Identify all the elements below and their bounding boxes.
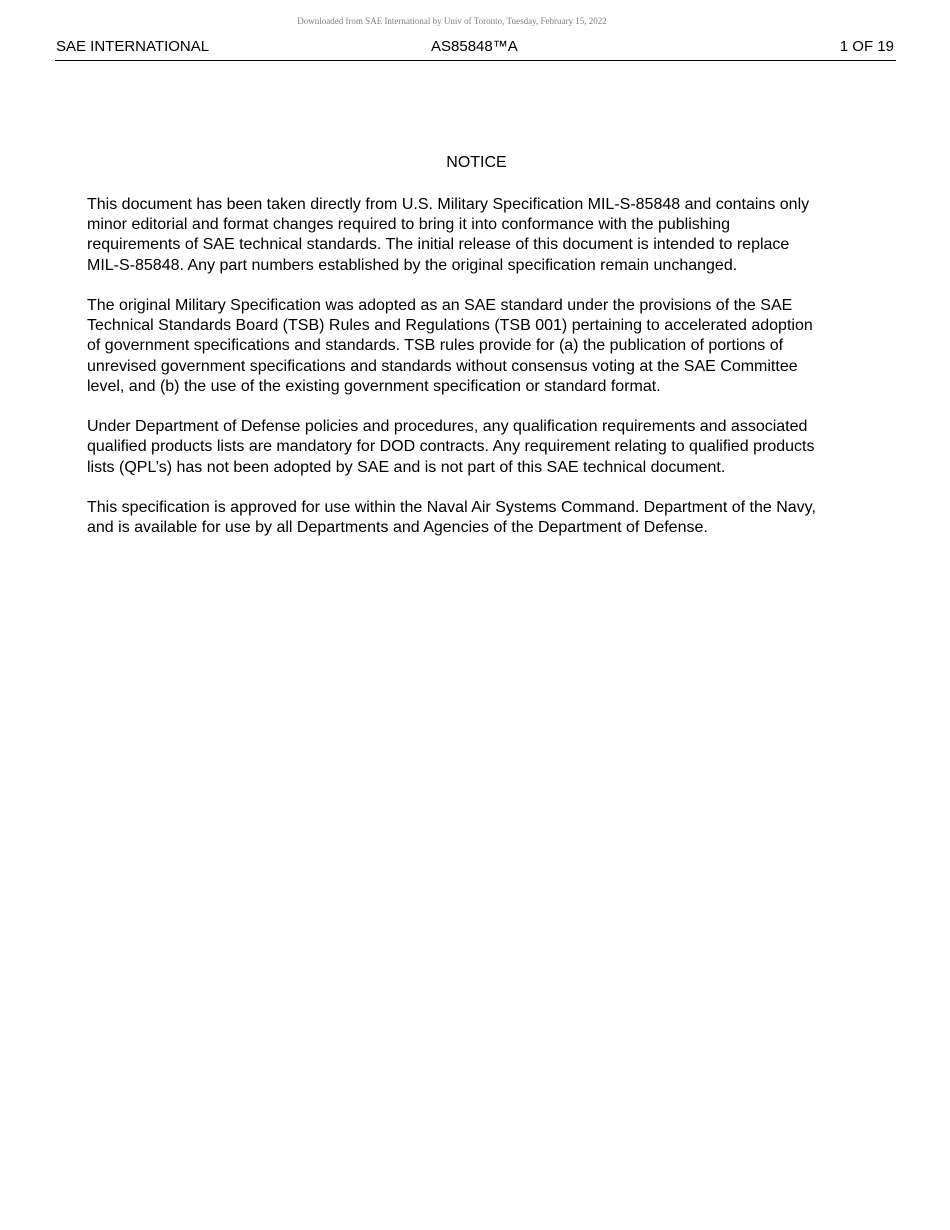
notice-paragraph: This specification is approved for use within the Naval Air Systems Command. Department of the Navy, and is available for use by all Departments and Agencies of the Department of Defense. xyxy=(87,499,816,537)
publisher-name: SAE INTERNATIONAL xyxy=(56,38,210,55)
document-number: AS85848™A xyxy=(431,38,518,55)
notice-title: NOTICE xyxy=(446,154,507,171)
notice-paragraph: This document has been taken directly from U.S. Military Specification MIL-S-85848 and contains only minor editorial and format changes required to bring it into conformance with the publishing requirements of SAE technical standards. The initial release of this document is intended to replace MIL-S-85848. Any part numbers established by the original specification remain unchanged. xyxy=(87,196,810,274)
page-header xyxy=(55,38,896,61)
notice-body xyxy=(87,195,877,559)
page-indicator: 1 OF 19 xyxy=(839,38,894,55)
notice-paragraph: The original Military Specification was adopted as an SAE standard under the provisions of the SAE Technical Standards Board (TSB) Rules and Regulations (TSB 001) pertaining to accelerated adoption of government specifications and standards. TSB rules provide for (a) the publication of portions of unrevised government specifications and standards without consensus voting at the SAE Committee level, and (b) the use of the existing government specification or standard format. xyxy=(87,297,813,395)
notice-paragraph: Under Department of Defense policies and procedures, any qualification requirements and associated qualified products lists are mandatory for DOD contracts. Any requirement relating to qualified products lists (QPL’s) has not been adopted by SAE and is not part of this SAE technical document. xyxy=(87,418,815,476)
download-watermark: Downloaded from SAE International by Univ of Toronto, Tuesday, February 15, 2022 xyxy=(297,16,607,26)
